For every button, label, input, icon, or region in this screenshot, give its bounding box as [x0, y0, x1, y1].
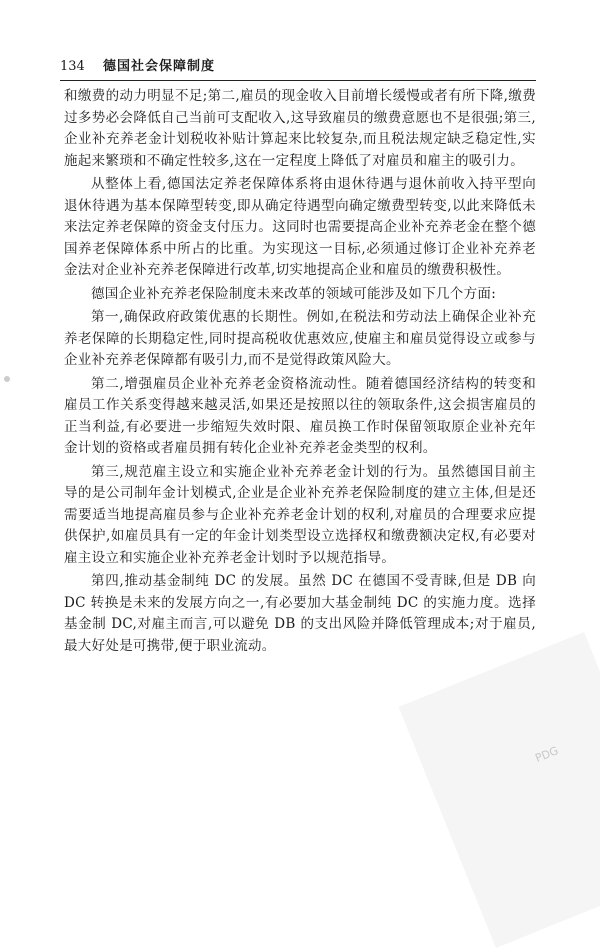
watermark-text: PDG	[533, 744, 561, 765]
paragraph-1: 和缴费的动力明显不足;第二,雇员的现金收入目前增长缓慢或者有所下降,缴费过多势必会降低自己当前可支配收入,这导致雇员的缴费意愿也不是很强;第三,企业补充养老金计划税收补贴计算起来比较复杂,而且税法规定缺乏稳定性,实施起来繁琐和不确定性较多,这在一定程度上降低了对雇员和雇主的吸引力。	[64, 88, 536, 169]
watermark-seal	[399, 632, 600, 948]
page-number: 134	[60, 59, 85, 74]
paragraph-3: 德国企业补充养老保险制度未来改革的领域可能涉及如下几个方面:	[91, 285, 497, 302]
paragraph-2: 从整体上看,德国法定养老保障体系将由退休待遇与退休前收入持平型向退休待遇为基本保障型转变,即从确定待遇型向确定缴费型转变,以此来降低未来法定养老保障的资金支付压力。这同时也需要提高企业补充养老金在整个德国养老保障体系中所占的比重。为实现这一目标,必须通过修订企业补充养老金法对企业补充养老保障进行改革,切实地提高企业和雇员的缴费积极性。	[64, 176, 536, 278]
page-header	[60, 58, 536, 81]
running-title: 德国社会保障制度	[102, 59, 215, 74]
body-text	[64, 86, 536, 659]
paragraph-4: 第一,确保政府政策优惠的长期性。例如,在税法和劳动法上确保企业补充养老保障的长期稳定性,同时提高税收优惠效应,使雇主和雇员觉得设立或参与企业补充养老保障都有吸引力,而不是觉得政策风险大。	[64, 309, 536, 368]
paragraph-5: 第二,增强雇员企业补充养老金资格流动性。随着德国经济结构的转变和雇员工作关系变得越来越灵活,如果还是按照以往的领取条件,这会损害雇员的正当利益,有必要进一步缩短失效时限、雇员换工作时保留领取原企业补充年金计划的资格或者雇员拥有转化企业补充养老金类型的权利。	[64, 375, 536, 456]
scan-mark	[4, 376, 10, 382]
paragraph-6: 第三,规范雇主设立和实施企业补充养老金计划的行为。虽然德国目前主导的是公司制年金计划模式,企业是企业补充养老保险制度的建立主体,但是还需要适当地提高雇员参与企业补充养老金计划的权利,对雇员的合理要求应提供保护,如雇员具有一定的年金计划类型设立选择权和缴费额决定权,有必要对雇主设立和实施企业补充养老金计划时予以规范指导。	[64, 463, 536, 566]
paragraph-7: 第四,推动基金制纯 DC 的发展。虽然 DC 在德国不受青睐,但是 DB 向 DC 转换是未来的发展方向之一,有必要加大基金制纯 DC 的实施力度。选择基金制 DC,对雇主而言,可以避免 DB 的支出风险并降低管理成本;对于雇员,最大好处是可携带,便于职业流动。	[64, 573, 536, 654]
